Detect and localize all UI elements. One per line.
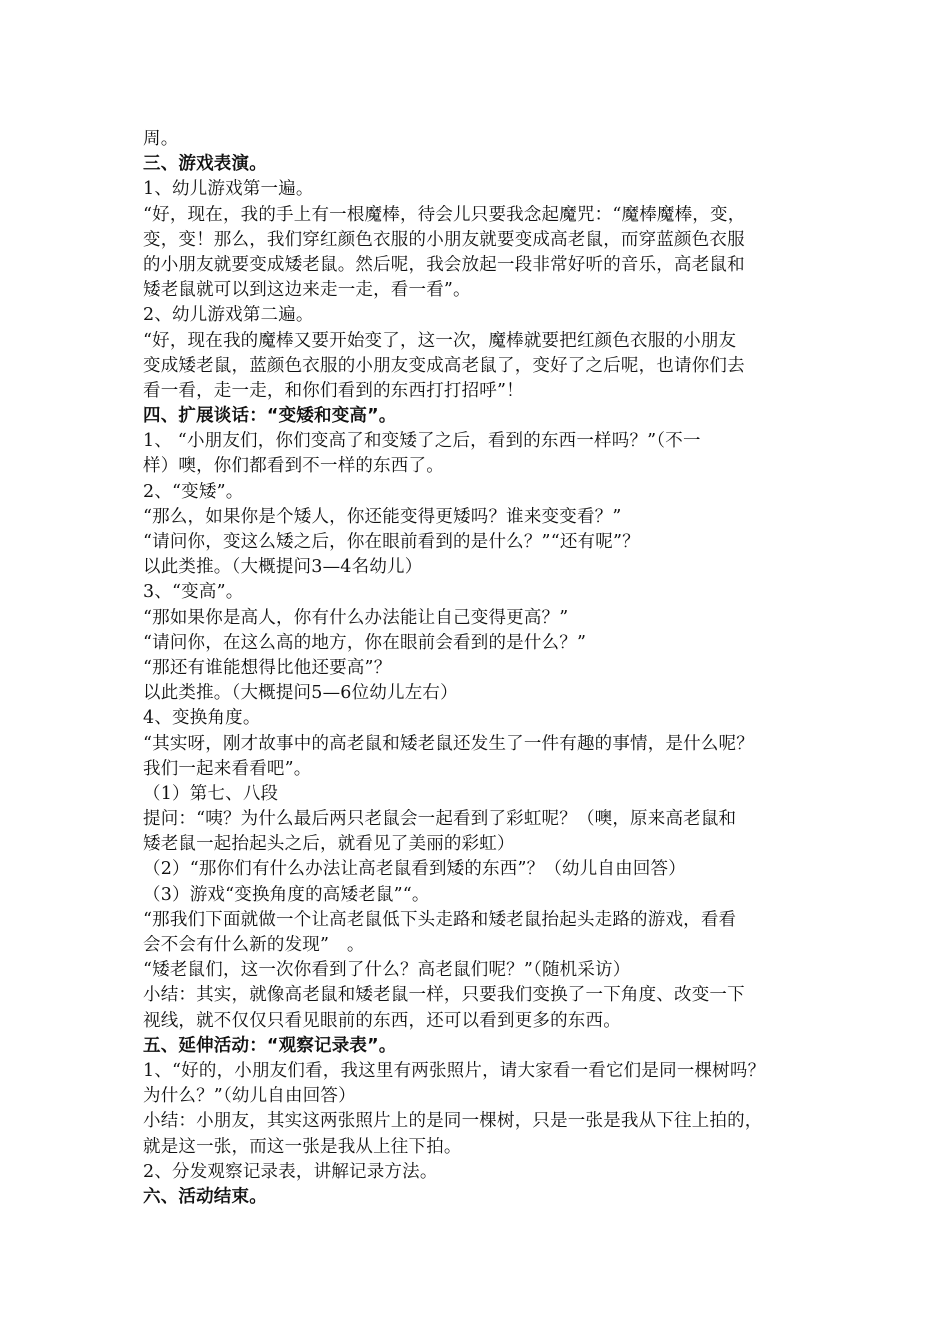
text-line: 提问：“咦？为什么最后两只老鼠会一起看到了彩虹呢？（噢，原来高老鼠和	[143, 809, 737, 830]
text-line: （2）“那你们有什么办法让高老鼠看到矮的东西”？（幼儿自由回答）	[143, 859, 686, 880]
text-line: 变成矮老鼠，蓝颜色衣服的小朋友变成高老鼠了，变好了之后呢，也请你们去	[143, 355, 745, 376]
text-line: “好，现在，我的手上有一根魔棒，待会儿只要我念起魔咒：“魔棒魔棒，变，	[143, 204, 746, 225]
text-line: “那我们下面就做一个让高老鼠低下头走路和矮老鼠抬起头走路的游戏，看看	[143, 909, 737, 930]
text-line: “矮老鼠们，这一次你看到了什么？高老鼠们呢？”（随机采访）	[143, 960, 631, 981]
text-line: 2、幼儿游戏第二遍。	[143, 305, 314, 326]
text-line: “那如果你是高人，你有什么办法能让自己变得更高？”	[143, 607, 569, 628]
text-line: 1、 “小朋友们，你们变高了和变矮了之后，看到的东西一样吗？”（不一	[143, 431, 701, 452]
section-heading: 五、延伸活动：“观察记录表”。	[143, 1035, 397, 1056]
text-line: 3、“变高”。	[143, 582, 244, 603]
text-line: （1）第七、八段	[143, 783, 279, 804]
text-line: 以此类推。（大概提问5—6位幼儿左右）	[143, 683, 458, 704]
text-line: “其实呀，刚才故事中的高老鼠和矮老鼠还发生了一件有趣的事情，是什么呢？	[143, 733, 754, 754]
text-line: 小结：其实，就像高老鼠和矮老鼠一样，只要我们变换了一下角度、改变一下	[143, 985, 745, 1006]
text-line: “那还有谁能想得比他还要高”？	[143, 657, 392, 678]
text-line: 以此类推。（大概提问3—4名幼儿）	[143, 557, 423, 578]
text-line: 视线，就不仅仅只看见眼前的东西，还可以看到更多的东西。	[143, 1010, 621, 1031]
text-line: 矮老鼠一起抬起头之后，就看见了美丽的彩虹）	[143, 834, 515, 855]
text-line: 样）噢，你们都看到不一样的东西了。	[143, 456, 444, 477]
text-line: 2、分发观察记录表，讲解记录方法。	[143, 1161, 438, 1182]
text-line: 我们一起来看看吧”。	[143, 758, 312, 779]
text-line: “请问你，变这么矮之后，你在眼前看到的是什么？”“还有呢”？	[143, 532, 640, 552]
section-heading: 三、游戏表演。	[143, 154, 267, 175]
text-line: 变，变！那么，我们穿红颜色衣服的小朋友就要变成高老鼠，而穿蓝颜色衣服	[143, 229, 745, 250]
text-line: 1、幼儿游戏第一遍。	[143, 179, 314, 200]
section-heading: 六、活动结束。	[143, 1186, 267, 1207]
text-line: 1、“好的，小朋友们看，我这里有两张照片，请大家看一看它们是同一棵树吗？	[143, 1060, 766, 1081]
text-line: （3）游戏“变换角度的高矮老鼠”“。	[143, 884, 430, 905]
text-line: 的小朋友就要变成矮老鼠。然后呢，我会放起一段非常好听的音乐，高老鼠和	[143, 254, 745, 275]
text-line: 就是这一张，而这一张是我从上往下拍。	[143, 1136, 462, 1157]
text-line: 会不会有什么新的发现” 。	[143, 935, 365, 955]
text-line: 小结：小朋友，其实这两张照片上的是同一棵树，只是一张是我从下往上拍的，	[143, 1111, 763, 1132]
text-line: 4、变换角度。	[143, 708, 261, 729]
text-line: “请问你，在这么高的地方，你在眼前会看到的是什么？”	[143, 632, 587, 653]
section-heading: 四、扩展谈话：“变矮和变高”。	[143, 406, 397, 427]
text-line: 看一看，走一走，和你们看到的东西打打招呼”！	[143, 380, 524, 401]
document-body	[143, 127, 823, 1210]
text-line: “好，现在我的魔棒又要开始变了，这一次，魔棒就要把红颜色衣服的小朋友	[143, 330, 737, 351]
text-line: 周。	[143, 129, 179, 149]
text-line: “那么，如果你是个矮人，你还能变得更矮吗？谁来变变看？”	[143, 506, 622, 527]
text-line: 2、“变矮”。	[143, 481, 244, 502]
text-line: 为什么？”（幼儿自由回答）	[143, 1086, 356, 1107]
text-line: 矮老鼠就可以到这边来走一走，看一看”。	[143, 280, 471, 301]
